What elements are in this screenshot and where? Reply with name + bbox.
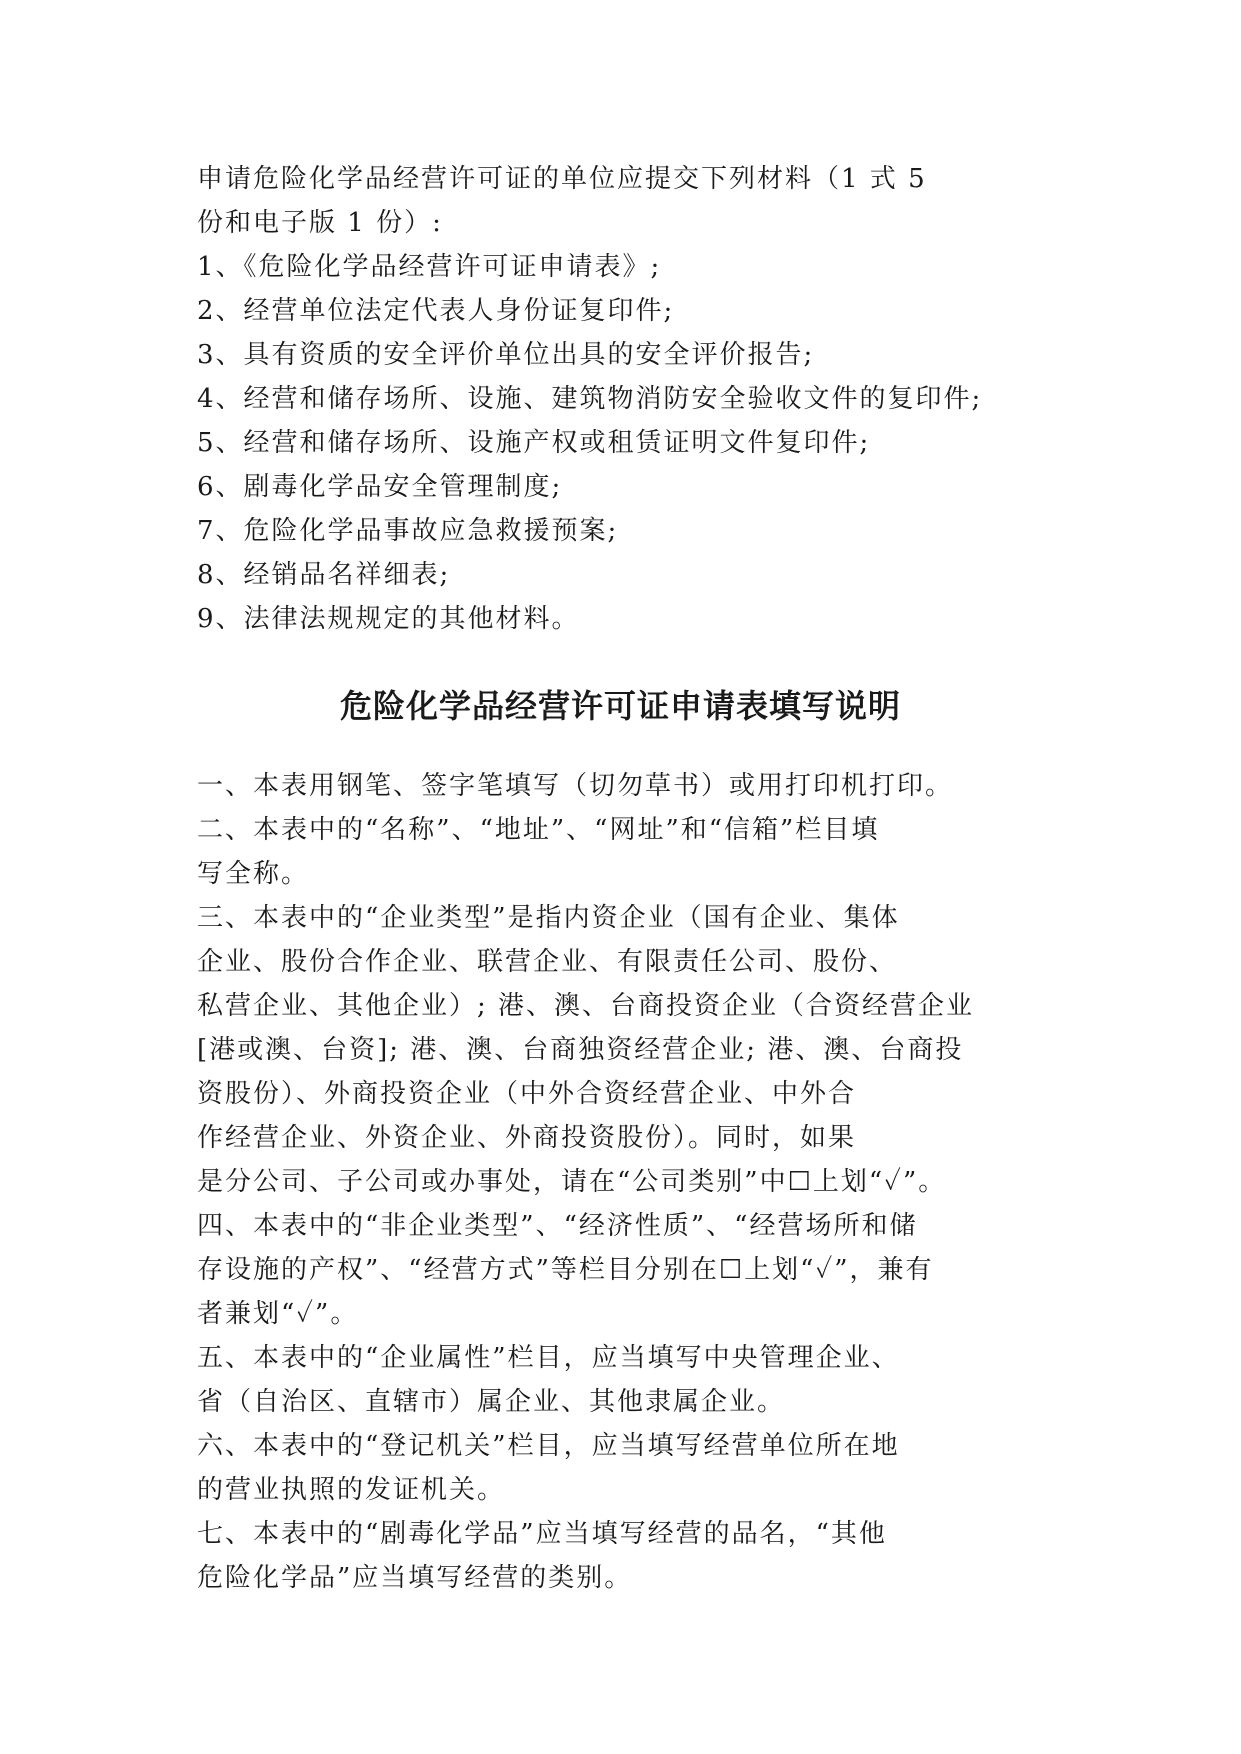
instruction-line: 三、本表中的“企业类型”是指内资企业（国有企业、集体 <box>197 903 900 933</box>
materials-item: 7、危险化学品事故应急救援预案; <box>197 516 619 546</box>
instruction-line: 者兼划“✓”。 <box>197 1299 359 1329</box>
materials-item: 1、《危险化学品经营许可证申请表》; <box>197 252 662 282</box>
instruction-line: [港或澳、台资]; 港、澳、台商独资经营企业; 港、澳、台商投 <box>197 1035 964 1065</box>
materials-item: 5、经营和储存场所、设施产权或租赁证明文件复印件; <box>197 428 871 458</box>
instruction-line: 作经营企业、外资企业、外商投资股份）。同时，如果 <box>197 1123 857 1153</box>
instructions-section <box>197 764 1057 1600</box>
instruction-line: 一、本表用钢笔、签字笔填写（切勿草书）或用打印机打印。 <box>197 771 954 801</box>
instruction-line: 的营业执照的发证机关。 <box>197 1475 506 1505</box>
instruction-line: 写全称。 <box>197 859 310 889</box>
instruction-line: 私营企业、其他企业）; 港、澳、台商投资企业（合资经营企业 <box>197 991 975 1021</box>
instruction-line: 省（自治区、直辖市）属企业、其他隶属企业。 <box>197 1387 786 1417</box>
materials-item: 4、经营和储存场所、设施、建筑物消防安全验收文件的复印件; <box>197 384 983 414</box>
instruction-line: 资股份）、外商投资企业（中外合资经营企业、中外合 <box>197 1079 857 1109</box>
materials-item: 3、具有资质的安全评价单位出具的安全评价报告; <box>197 340 815 370</box>
materials-item: 8、经销品名祥细表; <box>197 560 451 590</box>
required-materials-section <box>197 157 1057 641</box>
instruction-line: 七、本表中的“剧毒化学品”应当填写经营的品名，“其他 <box>197 1519 887 1549</box>
instruction-line: 存设施的产权”、“经营方式”等栏目分别在☐上划“✓”，兼有 <box>197 1255 934 1285</box>
instruction-line: 四、本表中的“非企业类型”、“经济性质”、“经营场所和储 <box>197 1211 918 1241</box>
instructions-title: 危险化学品经营许可证申请表填写说明 <box>339 687 901 725</box>
instruction-line: 五、本表中的“企业属性”栏目，应当填写中央管理企业、 <box>197 1343 900 1373</box>
materials-item: 2、经营单位法定代表人身份证复印件; <box>197 296 675 326</box>
instruction-line: 是分公司、子公司或办事处，请在“公司类别”中☐上划“✓”。 <box>197 1167 947 1197</box>
instruction-line: 六、本表中的“登记机关”栏目，应当填写经营单位所在地 <box>197 1431 900 1461</box>
instruction-line: 企业、股份合作企业、联营企业、有限责任公司、股份、 <box>197 947 898 977</box>
materials-item: 9、法律法规规定的其他材料。 <box>197 604 580 634</box>
materials-intro-line: 份和电子版 1 份）: <box>197 208 443 238</box>
materials-item: 6、剧毒化学品安全管理制度; <box>197 472 563 502</box>
instruction-line: 二、本表中的“名称”、“地址”、“网址”和“信箱”栏目填 <box>197 815 880 845</box>
materials-intro-line: 申请危险化学品经营许可证的单位应提交下列材料（1 式 5 <box>197 164 927 194</box>
instruction-line: 危险化学品”应当填写经营的类别。 <box>197 1563 633 1593</box>
